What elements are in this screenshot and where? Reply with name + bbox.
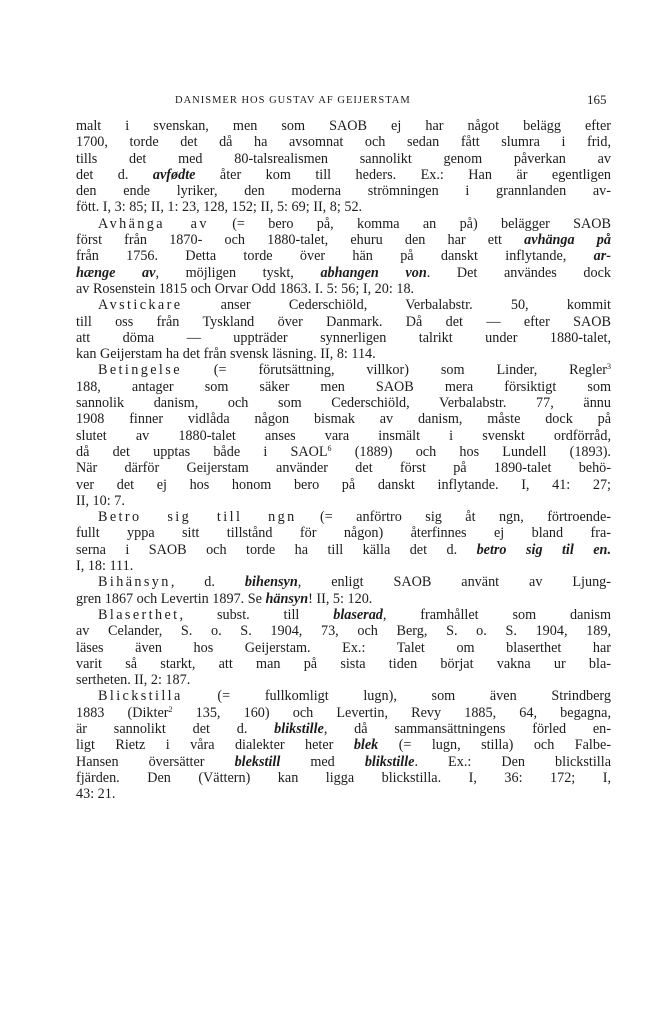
entry-blaserthet bbox=[76, 607, 611, 688]
headword: Blaserthet bbox=[98, 606, 180, 623]
text-line: den ende lyriker, den moderna strömningen i grannlanden av- bbox=[76, 183, 611, 200]
text-line: slutet av 1880-talet anses vara insmält i svenskt ordförråd, bbox=[76, 427, 611, 444]
text-line: fjärden. Den (Vättern) kan ligga blickstilla. I, 36: 172; I, bbox=[76, 769, 611, 786]
text-line: 1908 finner vidlåda någon bismak av danism, måste dock på bbox=[76, 411, 611, 428]
text-line: först från 1870- och 1880-talet, ehuru den har ett avhänga på bbox=[76, 232, 611, 249]
text-line: Hansen översätter blekstill med blikstille. Ex.: Den blickstilla bbox=[76, 753, 611, 770]
text-line: Betingelse (= förutsättning, villkor) som Linder, Regler$^3$ bbox=[98, 362, 611, 379]
text-line: det d. avfødte åter kom till heders. Ex.: Han är egentligen bbox=[76, 166, 611, 183]
text-line: läses även hos Geijerstam. Ex.: Talet om blaserthet har bbox=[76, 639, 611, 656]
text-line: fullt yppa sitt tillstånd för någon) återfinnes ej bland fra- bbox=[76, 525, 611, 542]
text-line: malt i svenskan, men som SAOB ej har något belägg efter bbox=[76, 118, 611, 134]
text-line: gren 1867 och Levertin 1897. Se hänsyn! II, 5: 120. bbox=[76, 590, 373, 607]
text-line: II, 10: 7. bbox=[76, 492, 125, 509]
text-line: 1883 (Dikter$^2$ 135, 160) och Levertin, Revy 1885, 64, begagna, bbox=[76, 704, 611, 721]
text-line: ligt Rietz i våra dialekter heter blek (= lugn, stilla) och Falbe- bbox=[76, 737, 611, 754]
text-line: Bihänsyn, d. bihensyn, enligt SAOB använt av Ljung- bbox=[98, 574, 612, 591]
text-line: 1700, torde det då ha avsomnat och sedan fått slumra i frid, bbox=[76, 134, 611, 151]
text-line: från 1756. Detta torde över hän på danskt inflytande, ar- bbox=[76, 248, 611, 265]
page-header bbox=[0, 92, 664, 110]
text-line: 43: 21. bbox=[76, 786, 116, 803]
entry-intro-continuation bbox=[76, 118, 611, 216]
text-line: I, 18: 111. bbox=[76, 558, 134, 575]
text-line: av Rosenstein 1815 och Orvar Odd 1863. I. 5: 56; I, 20: 18. bbox=[76, 280, 415, 297]
entry-avstickare bbox=[76, 297, 611, 362]
text-line: ver det ej hos honom bero på danskt inflytande. I, 41: 27; bbox=[76, 476, 611, 493]
text-line: sertheten. II, 2: 187. bbox=[76, 672, 191, 689]
headword: Bihänsyn bbox=[98, 574, 171, 591]
entry-betro-sig bbox=[76, 509, 611, 574]
text-line: 188, antager som säker men SAOB mera försiktigt som bbox=[76, 378, 611, 395]
running-title: DANISMER HOS GUSTAV AF GEIJERSTAM bbox=[175, 95, 411, 106]
text-line: Avhänga av (= bero på, komma an på) belägger SAOB bbox=[98, 215, 611, 232]
text-line: då det upptas både i SAOL$^6$ (1889) och hos Lundell (1893). bbox=[76, 443, 611, 460]
text-line: hænge av, möjligen tyskt, abhangen von. Det användes dock bbox=[76, 264, 612, 281]
text-line: Avstickare anser Cederschiöld, Verbalabstr. 50, kommit bbox=[98, 297, 611, 314]
entry-avhanga-av bbox=[76, 216, 611, 297]
text-line: av Celander, S. o. S. 1904, 73, och Berg, S. o. S. 1904, 189, bbox=[76, 623, 611, 640]
text-line: Blickstilla (= fullkomligt lugn), som även Strindberg bbox=[98, 688, 611, 705]
text-line: kan Geijerstam ha det från svensk läsning. II, 8: 114. bbox=[76, 346, 376, 363]
entry-bihansyn bbox=[76, 574, 611, 607]
entry-blickstilla bbox=[76, 688, 611, 802]
text-line: är sannolikt det d. blikstille, då sammansättningens förled en- bbox=[76, 720, 611, 737]
text-line: Blaserthet, subst. till blaserad, framhållet som danism bbox=[98, 606, 611, 623]
text-line: Betro sig till ngn (= anförtro sig åt ngn, förtroende- bbox=[98, 509, 612, 526]
text-line: varit så starkt, att man på sista tiden börjat vakna ur bla- bbox=[76, 655, 611, 672]
text-line: tills det med 80-talsrealismen sannolikt genom påverkan av bbox=[76, 150, 611, 167]
text-line: sannolik danism, och som Cederschiöld, Verbalabstr. 77, ännu bbox=[76, 395, 611, 412]
entry-betingelse bbox=[76, 362, 611, 509]
danish-word: avfødte bbox=[152, 166, 196, 183]
text-line: fött. I, 3: 85; II, 1: 23, 128, 152; II, 5: 69; II, 8; 52. bbox=[76, 199, 363, 216]
text-line: När därför Geijerstam använder det först på 1890-talet behö- bbox=[76, 460, 611, 477]
text-line: serna i SAOB och torde ha till källa det d. betro sig til en. bbox=[76, 541, 611, 558]
headword: Avhänga av bbox=[98, 215, 209, 232]
text-line: att döma — uppträder synnerligen talrikt under 1880-talet, bbox=[76, 329, 611, 346]
headword: Blickstilla bbox=[98, 688, 183, 705]
text-line: till oss från Tyskland över Danmark. Då det — efter SAOB bbox=[76, 313, 611, 330]
page-body bbox=[76, 118, 611, 802]
headword: Avstickare bbox=[98, 297, 183, 314]
headword: Betro sig till ngn bbox=[98, 509, 297, 526]
headword: Betingelse bbox=[98, 362, 182, 379]
page-number: 165 bbox=[587, 92, 607, 107]
